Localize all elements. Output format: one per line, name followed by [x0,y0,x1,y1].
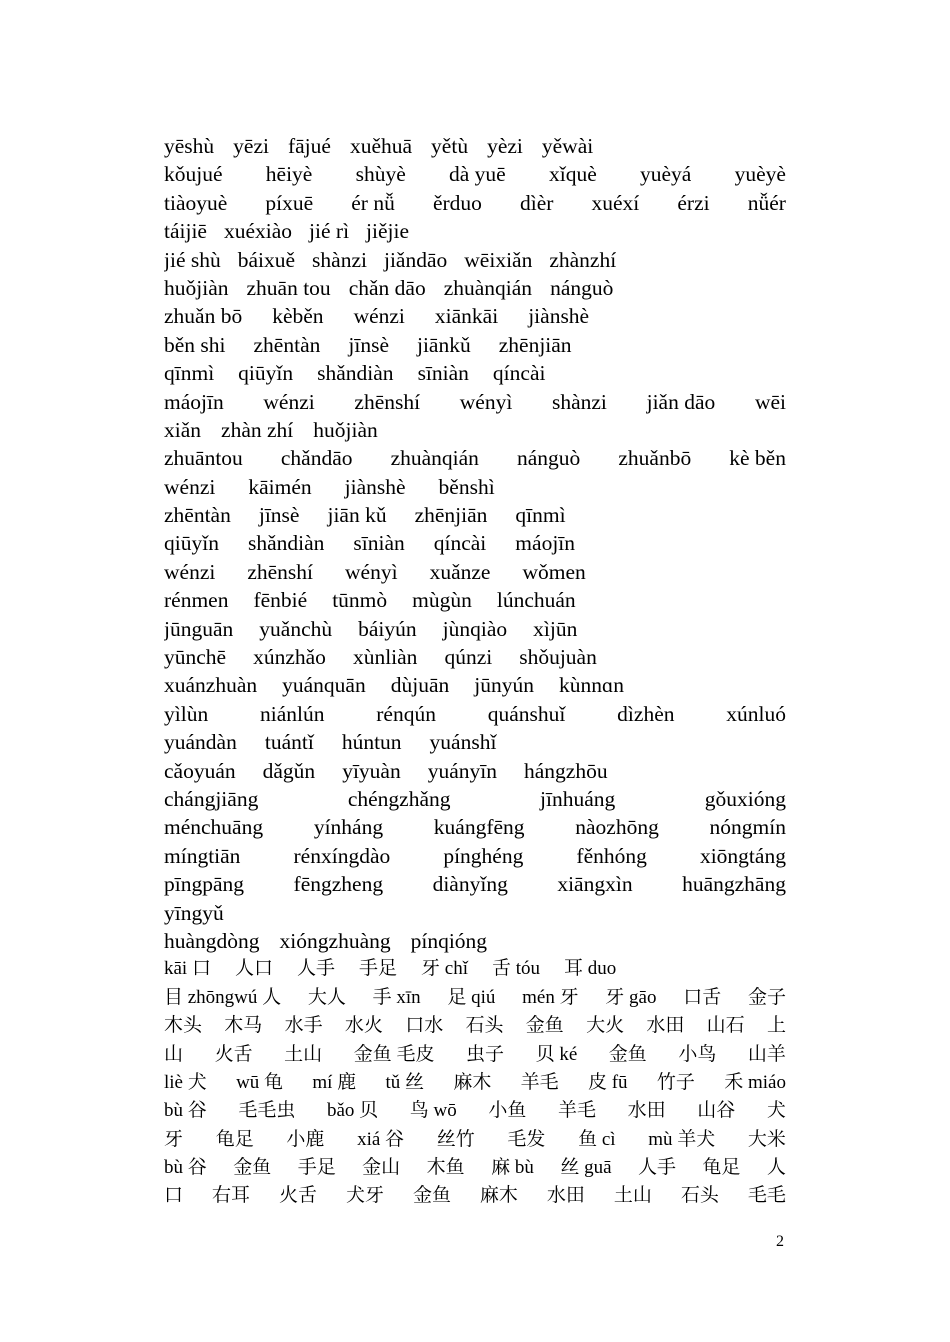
word: kùnnɑn [559,673,624,698]
word: yěwài [541,134,594,158]
word: pínghéng [443,843,524,868]
word: shànzi [551,389,607,414]
text-line [164,558,786,586]
word: dìèr [519,190,554,215]
word: yuèyá [640,162,692,187]
word: 火舌 [278,1185,317,1207]
word: xiāngxìn [557,872,633,897]
word: xuǎnze [429,559,491,584]
word: xiānkāi [434,304,499,329]
word: 毛毛虫 [238,1100,296,1122]
word: zhēntàn [164,503,231,528]
word: yēshù [164,134,215,158]
word: huǒjiàn [313,417,378,442]
text-line [164,1069,786,1097]
word: běnshì [438,474,495,499]
word: wū 龟 [236,1071,284,1093]
word: hēiyè [265,162,313,187]
word: jiānkǔ [416,332,471,357]
word: 牙 [164,1128,184,1150]
word: 犬牙 [345,1185,384,1207]
word: jié rì [309,219,350,244]
word: yuǎnchù [259,616,333,641]
word: 石头 [680,1185,719,1207]
word: 右耳 [211,1185,250,1207]
word: táijiē [164,219,207,244]
word: 金鱼 毛皮 [353,1043,435,1065]
word: jīnsè [258,503,300,528]
word: 水火 [344,1015,383,1037]
word: 目 zhōngwú 人 [164,986,282,1008]
word: 金山 [362,1157,401,1179]
word: dìzhèn [617,701,675,726]
word: yuándàn [164,730,237,755]
word: qiūyǐn [164,531,219,556]
word: xúnluó [726,701,786,726]
word: 土山 [613,1185,652,1207]
text-line [164,1182,786,1210]
word: xióngzhuàng [279,928,391,953]
text-line [164,501,786,529]
word: wénzi [164,559,216,584]
word: báiyún [358,616,417,641]
word: 山羊 [747,1043,786,1065]
word: yuèyè [734,162,786,187]
word: 牙 chǐ [421,958,468,980]
word: kǒujué [164,162,223,187]
word: 足 qiú [447,986,496,1008]
word: 龟足 [702,1157,741,1179]
word: yēzi [233,134,269,158]
word: yuánquān [282,673,366,698]
text-line [164,359,786,387]
text-line [164,416,786,444]
word: wēixiǎn [464,247,533,272]
word: 土山 [284,1043,323,1065]
text-line [164,1097,786,1125]
word: 皮 fū [587,1071,628,1093]
word: máojīn [164,389,224,414]
word: 金鱼 [233,1157,272,1179]
text-line [164,331,786,359]
text-line [164,1154,786,1182]
text-line [164,217,786,245]
word: pīngpāng [164,872,245,897]
word: 鱼 cì [578,1128,616,1150]
word: 火舌 [214,1043,253,1065]
word: bù 谷 [164,1157,207,1179]
text-line [164,785,786,813]
word: 羊毛 [558,1100,597,1122]
word: 大米 [747,1128,786,1150]
word: hángzhōu [524,758,608,783]
word: jīnhuáng [540,786,616,811]
text-line [164,302,786,330]
word: 羊毛 [520,1071,559,1093]
word: 人口 [234,958,273,980]
word: xǐquè [548,162,597,187]
word: 手足 [359,958,398,980]
text-line [164,757,786,785]
text-line [164,529,786,557]
word: 麻木 [453,1071,492,1093]
text-line [164,643,786,671]
word: wénzi [263,389,315,414]
word: qíncài [492,361,546,386]
word: zhuànqián [443,275,533,300]
word: 小鸟 [678,1043,717,1065]
word: gǒuxióng [704,786,786,811]
text-line [164,615,786,643]
word: zhēnshí [247,559,314,584]
text-line [164,388,786,416]
word: rénqún [376,701,436,726]
word: xiǎn [164,417,202,442]
word: kèběn [272,304,324,329]
word: 牙 gāo [605,986,657,1008]
word: 犬 [766,1100,786,1122]
word: lúnchuán [496,588,576,613]
word: quánshuǐ [487,701,566,726]
word: jiànshè [344,474,406,499]
word: shànzi [312,247,367,272]
word: zhàn zhí [221,417,294,442]
word: kuángfēng [433,815,525,840]
word: qíncài [433,531,487,556]
word: huǒjiàn [164,275,229,300]
text-line [164,899,786,927]
word: 禾 miáo [724,1071,786,1093]
text-line [164,1126,786,1154]
word: zhēntàn [253,332,321,357]
word: xiá 谷 [357,1128,405,1150]
word: qiūyǐn [238,361,294,386]
word: érzi [677,190,710,215]
word: 上 [766,1015,786,1037]
word: sīniàn [353,531,405,556]
word: jùnqiào [442,616,508,641]
word: míngtiān [164,843,241,868]
word: shǎndiàn [247,531,325,556]
word: jié shù [164,247,221,272]
word: yèzi [487,134,523,158]
word: chángjiāng [164,786,259,811]
word: bù 谷 [164,1100,207,1122]
word: 人手 [296,958,335,980]
word: nóngmín [709,815,786,840]
text-line [164,728,786,756]
word: kāimén [248,474,312,499]
text-line [164,160,786,188]
word: zhēnshí [354,389,421,414]
word: 水手 [284,1015,323,1037]
word: 口 [164,1185,184,1207]
word: 人 [766,1157,786,1179]
text-line [164,671,786,699]
word: mùgùn [412,588,472,613]
word: fēngzheng [293,872,384,897]
word: qīnmì [164,361,215,386]
word: 山 [164,1043,184,1065]
word: fājué [287,134,331,158]
text-line [164,813,786,841]
word: zhuān tou [246,275,331,300]
word: 水田 [646,1015,685,1037]
word: zhuǎn bō [164,304,243,329]
word: 山石 [706,1015,745,1037]
word: mén 牙 [522,986,579,1008]
word: jūnguān [164,616,234,641]
word: 毛毛 [747,1185,786,1207]
word: jūnyún [474,673,534,698]
word: wénzi [353,304,405,329]
word: xìjūn [533,616,578,641]
word: 水田 [546,1185,585,1207]
word: nánguò [550,275,614,300]
word: 大人 [307,986,346,1008]
word: 手足 [297,1157,336,1179]
word: dùjuān [390,673,450,698]
word: 石头 [465,1015,504,1037]
word: fěnhóng [576,843,647,868]
word: 人手 [637,1157,676,1179]
word: 金鱼 [412,1185,451,1207]
word: 丝竹 [436,1128,475,1150]
word: wényì [345,559,398,584]
word: 龟足 [215,1128,254,1150]
text-line [164,444,786,472]
word: wénzi [164,474,216,499]
text-line [164,1041,786,1069]
word: yīngyǔ [164,900,224,925]
text-line [164,927,786,955]
word: 大火 [586,1015,625,1037]
word: yětù [431,134,469,158]
word: shǒujuàn [519,645,597,670]
word: píxuē [265,190,314,215]
word: ěrduo [432,190,482,215]
word: báixuě [237,247,296,272]
word: 贝 ké [535,1043,578,1065]
word: rénmen [164,588,229,613]
word: tiàoyuè [164,190,228,215]
word: bǎo 贝 [327,1100,379,1122]
word: yìlùn [164,701,209,726]
word: 金鱼 [608,1043,647,1065]
word: xiōngtáng [699,843,786,868]
text-line [164,473,786,501]
word: dǎgǔn [262,758,316,783]
word: shùyè [355,162,406,187]
word: 虫子 [466,1043,505,1065]
word: tuántǐ [264,730,314,755]
word: chǎndāo [280,446,353,471]
word: 木鱼 [426,1157,465,1179]
word: mí 鹿 [312,1071,357,1093]
word: nánguò [517,446,581,471]
text-line [164,274,786,302]
word: xuěhuā [349,134,413,158]
word: 毛发 [507,1128,546,1150]
word: 麻木 [479,1185,518,1207]
word: xuánzhuàn [164,673,258,698]
word: xùnliàn [352,645,418,670]
word: ér nǚ [351,190,395,215]
word: wēi [754,389,786,414]
word: zhuāntou [164,446,243,471]
word: húntun [341,730,402,755]
word: 舌 tóu [491,958,541,980]
word: yuánshǐ [429,730,497,755]
word: 丝 guā [560,1157,612,1179]
text-line [164,870,786,898]
word: liè 犬 [164,1071,207,1093]
word: jiān kǔ [327,503,387,528]
text-line [164,842,786,870]
word: rénxíngdào [293,843,391,868]
word: 金鱼 [525,1015,564,1037]
word: mù 羊犬 [648,1128,716,1150]
word: zhànzhí [549,247,617,272]
word: tūnmò [332,588,388,613]
text-line [164,984,786,1012]
word: 木马 [224,1015,263,1037]
pinyin-word-list [164,132,786,1211]
word: shǎndiàn [317,361,394,386]
word: máojīn [515,531,576,556]
word: 麻 bù [491,1157,534,1179]
page-number: 2 [776,1233,784,1250]
word: 水田 [627,1100,666,1122]
word: 手 xīn [372,986,421,1008]
word: yínháng [313,815,384,840]
word: wǒmen [522,559,586,584]
word: pínqióng [410,928,488,953]
word: kè běn [729,446,786,471]
word: diànyǐng [432,872,508,897]
text-line [164,586,786,614]
word: jiǎndāo [383,247,448,272]
word: yīyuàn [342,758,401,783]
text-line [164,189,786,217]
word: chéngzhǎng [347,786,451,811]
word: cǎoyuán [164,758,236,783]
word: 竹子 [656,1071,695,1093]
word: wényì [459,389,513,414]
word: jīnsè [348,332,389,357]
word: nǚér [747,190,786,215]
word: 山谷 [697,1100,736,1122]
word: fēnbié [253,588,308,613]
word: běn shi [164,332,226,357]
word: huāngzhāng [682,872,786,897]
word: zhēnjiān [414,503,488,528]
word: xúnzhǎo [253,645,326,670]
text-line [164,1012,786,1040]
text-line [164,955,786,983]
word: qúnzi [444,645,493,670]
word: 耳 duo [564,958,617,980]
word: 口水 [405,1015,444,1037]
word: dà yuē [449,162,506,187]
word: jiànshè [528,304,590,329]
word: tǔ 丝 [385,1071,425,1093]
word: zhēnjiān [498,332,572,357]
word: zhuànqián [390,446,479,471]
word: xuéxiào [223,219,293,244]
word: ménchuāng [164,815,264,840]
word: 鸟 wō [409,1100,457,1122]
text-line [164,700,786,728]
word: 小鱼 [488,1100,527,1122]
word: qīnmì [515,503,566,528]
word: chǎn dāo [348,275,426,300]
word: xuéxí [591,190,640,215]
word: zhuǎnbō [618,446,692,471]
word: nàozhōng [575,815,659,840]
word: sīniàn [417,361,469,386]
word: yūnchē [164,645,227,670]
word: jiějie [366,219,410,244]
word: huàngdòng [164,928,260,953]
text-line [164,132,786,160]
word: jiǎn dāo [646,389,716,414]
word: yuányīn [427,758,497,783]
word: 木头 [164,1015,203,1037]
word: niánlún [259,701,325,726]
word: 口舌 [683,986,722,1008]
text-line [164,246,786,274]
word: 金子 [747,986,786,1008]
word: 小鹿 [286,1128,325,1150]
word: kāi 口 [164,958,211,980]
